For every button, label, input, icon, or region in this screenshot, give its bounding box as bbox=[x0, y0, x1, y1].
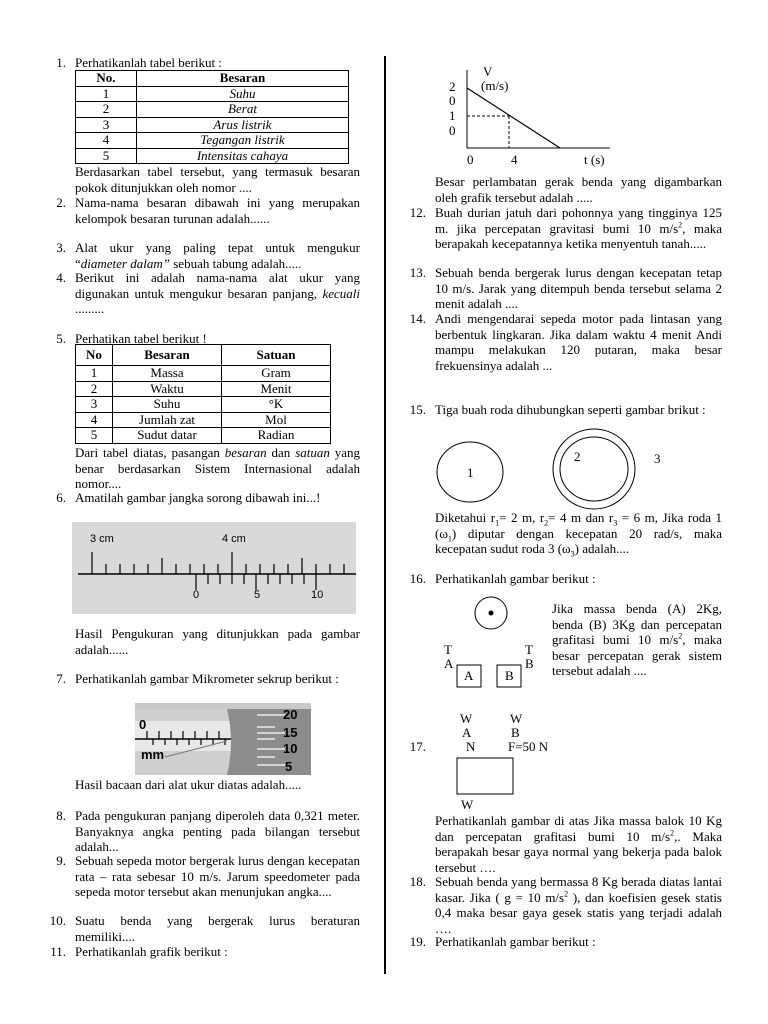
main-scale-label-4: 4 cm bbox=[222, 533, 246, 545]
q16-question bbox=[552, 601, 722, 679]
q14-number: 14. bbox=[409, 311, 426, 326]
q17-number: 17. bbox=[409, 739, 426, 754]
q5-cell: Jumlah zat bbox=[113, 412, 222, 428]
q11-question: Besar perlambatan gerak benda yang digambarkan oleh grafik tersebut adalah ..... bbox=[435, 174, 722, 205]
wheel-label-2: 2 bbox=[574, 449, 581, 464]
thimble-label-10: 10 bbox=[283, 741, 298, 756]
pulley-diagram bbox=[440, 595, 550, 690]
graph-y20-a: 2 bbox=[449, 79, 456, 94]
q3-text bbox=[75, 240, 360, 271]
q15-number: 15. bbox=[409, 402, 426, 417]
tension-a-t: T bbox=[444, 642, 452, 657]
block-a-label: A bbox=[464, 668, 474, 683]
q9-number: 9. bbox=[56, 853, 66, 868]
q5-number: 5. bbox=[56, 331, 66, 346]
velocity-time-graph bbox=[440, 60, 620, 160]
q15-q-b: = 2 m, r bbox=[499, 510, 545, 525]
q2-number: 2. bbox=[56, 195, 66, 210]
q16-desc-a: Jika massa benda (A) 2Kg, benda (B) 3Kg dan percepatan grafitasi bumi 10 m/s bbox=[552, 601, 722, 647]
q17-text-a: Perhatikanlah gambar di atas Jika massa balok 10 Kg dan percepatan grafitasi bumi 10 m/s bbox=[435, 813, 722, 844]
graph-y10-b: 0 bbox=[449, 123, 456, 138]
q12-text bbox=[435, 205, 722, 252]
q18-text bbox=[435, 874, 722, 936]
q1-cell: Tegangan listrik bbox=[137, 133, 349, 149]
vernier-label-0: 0 bbox=[193, 589, 200, 601]
q3-text-em: diameter dalam” bbox=[80, 255, 170, 271]
q3-text-b: sebuah tabung adalah..... bbox=[169, 255, 302, 271]
wheel-2 bbox=[560, 437, 628, 501]
q15-q-f: ) adalah.... bbox=[574, 541, 630, 556]
q11-text: Perhatikanlah grafik berikut : bbox=[75, 944, 228, 959]
q5-cell: Waktu bbox=[113, 381, 222, 397]
q1-question: Berdasarkan tabel tersebut, yang termasuk besaran pokok ditunjukkan oleh nomor .... bbox=[75, 164, 360, 195]
q7-number: 7. bbox=[56, 671, 66, 686]
q1-cell: Intensitas cahaya bbox=[137, 148, 349, 164]
q4-text-tail: ......... bbox=[75, 301, 105, 316]
q2-text: Nama-nama besaran dibawah ini yang merupakan kelompok besaran turunan adalah...... bbox=[75, 195, 360, 226]
q16-number: 16. bbox=[409, 571, 426, 586]
q1-cell: 4 bbox=[76, 133, 137, 149]
q19-number: 19. bbox=[409, 934, 426, 949]
thimble-label-15: 15 bbox=[283, 725, 298, 740]
main-scale-label-3: 3 cm bbox=[90, 533, 114, 545]
q1-header-besaran: Besaran bbox=[137, 71, 349, 87]
q17-text-b: ,. Maka berapakah besar gaya normal yang bekerja pada balok tersebut …. bbox=[435, 828, 722, 875]
q15-sub: 1 bbox=[447, 534, 452, 544]
q6-number: 6. bbox=[56, 490, 66, 505]
q5-cell: 2 bbox=[76, 381, 113, 397]
q15-sub: 2 bbox=[544, 518, 549, 528]
weight-a-w: W bbox=[460, 711, 473, 726]
q11-number: 11. bbox=[50, 944, 66, 959]
q5-cell: 3 bbox=[76, 397, 113, 413]
q5-cell: 5 bbox=[76, 428, 113, 444]
q17-question bbox=[435, 813, 722, 875]
graph-y10-a: 1 bbox=[449, 108, 456, 123]
q5-question-em2: satuan bbox=[295, 445, 330, 460]
weight-a-sub: A bbox=[462, 725, 472, 740]
column-divider bbox=[384, 56, 386, 974]
graph-ylabel-v: V bbox=[483, 64, 493, 79]
weight-b-w: W bbox=[510, 711, 523, 726]
tension-b-t: T bbox=[525, 642, 533, 657]
q12-text-b: , maka berapakah kecepatannya ketika menyentuh tanah..... bbox=[435, 220, 722, 251]
q5-header: Besaran bbox=[113, 345, 222, 366]
q1-table bbox=[75, 70, 349, 164]
q12-sup: 2 bbox=[678, 220, 683, 230]
q6-question: Hasil Pengukuran yang ditunjukkan pada gambar adalah...... bbox=[75, 626, 360, 657]
q15-text: Tiga buah roda dihubungkan seperti gambar brikut : bbox=[435, 402, 706, 417]
q16-sup: 2 bbox=[678, 631, 683, 641]
q5-cell: Mol bbox=[222, 412, 331, 428]
q1-intro: Perhatikanlah tabel berikut : bbox=[75, 55, 222, 70]
sleeve-label-0: 0 bbox=[139, 717, 147, 732]
q4-number: 4. bbox=[56, 270, 66, 285]
vernier-label-5: 5 bbox=[254, 589, 261, 601]
q16-text: Perhatikanlah gambar berikut : bbox=[435, 571, 596, 586]
graph-x0: 0 bbox=[467, 152, 474, 167]
q1-cell: Suhu bbox=[137, 86, 349, 102]
q12-number: 12. bbox=[409, 205, 426, 220]
q1-cell: 1 bbox=[76, 86, 137, 102]
applied-force-label: F=50 N bbox=[508, 739, 549, 754]
q18-number: 18. bbox=[409, 874, 426, 889]
q5-intro: Perhatikan tabel berikut ! bbox=[75, 331, 207, 346]
q1-cell: Arus listrik bbox=[137, 117, 349, 133]
weight-b-sub: B bbox=[511, 725, 520, 740]
q1-header-no: No. bbox=[76, 71, 137, 87]
q1-cell: 3 bbox=[76, 117, 137, 133]
q13-text: Sebuah benda bergerak lurus dengan kecepatan tetap 10 m/s. Jarak yang ditempuh benda tersebut selama 2 menit adalah .... bbox=[435, 265, 722, 311]
q5-cell: Radian bbox=[222, 428, 331, 444]
q17-sup: 2 bbox=[670, 828, 675, 838]
normal-force-label: N bbox=[466, 739, 476, 754]
q5-cell: Sudut datar bbox=[113, 428, 222, 444]
q5-cell: Suhu bbox=[113, 397, 222, 413]
q5-question bbox=[75, 445, 360, 492]
q5-header: Satuan bbox=[222, 345, 331, 366]
sleeve-label-mm: mm bbox=[141, 747, 165, 762]
q3-text-a: Alat ukur yang paling tepat untuk mengukur “ bbox=[75, 240, 360, 271]
graph-xlabel: t (s) bbox=[584, 152, 605, 167]
q5-cell: Gram bbox=[222, 366, 331, 382]
q13-number: 13. bbox=[409, 265, 426, 280]
q12-text-a: Buah durian jatuh dari pohonnya yang tingginya 125 m. jika percepatan gravitasi bumi 10 m/s bbox=[435, 205, 722, 236]
thimble-label-20: 20 bbox=[283, 707, 298, 722]
q15-q-c: = 4 m dan r bbox=[548, 510, 614, 525]
q9-text: Sebuah sepeda motor bergerak lurus dengan kecepatan rata – rata sebesar 10 m/s. Jarum speedometer pada sepeda motor tersebut akan menunjukan angka.... bbox=[75, 853, 360, 899]
wheel-label-3: 3 bbox=[654, 451, 661, 466]
q5-cell: °K bbox=[222, 397, 331, 413]
vernier-label-10: 10 bbox=[311, 589, 324, 601]
q15-q-d: = 6 m, Jika roda 1 (ω bbox=[435, 510, 723, 541]
q18-text-b: ), dan koefisien gesek statis 0,4 maka besar gaya gesek statis yang terjadi adalah …. bbox=[435, 889, 722, 936]
q4-text bbox=[75, 270, 360, 317]
graph-x4: 4 bbox=[511, 152, 518, 167]
q5-header: No bbox=[76, 345, 113, 366]
q5-question-b: dan bbox=[266, 445, 296, 460]
block bbox=[457, 758, 513, 794]
q15-sub: 1 bbox=[495, 518, 500, 528]
q10-text: Suatu benda yang bergerak lurus beraturan memiliki.... bbox=[75, 913, 360, 944]
q3-number: 3. bbox=[56, 240, 66, 255]
micrometer-image bbox=[135, 703, 311, 775]
wheel-3 bbox=[553, 429, 635, 509]
q10-number: 10. bbox=[49, 913, 66, 928]
q5-cell: Menit bbox=[222, 381, 331, 397]
vernier-caliper-image bbox=[72, 522, 356, 614]
q15-q-a: Diketahui r bbox=[435, 510, 496, 525]
q5-question-a: Dari tabel diatas, pasangan bbox=[75, 445, 225, 460]
q15-sub: 3 bbox=[613, 518, 618, 528]
q5-table bbox=[75, 344, 331, 444]
tension-b-sub: B bbox=[525, 656, 534, 671]
q8-number: 8. bbox=[56, 808, 66, 823]
block-diagram bbox=[455, 756, 517, 798]
q15-sub: 3 bbox=[570, 549, 575, 559]
tension-a-sub: A bbox=[444, 656, 454, 671]
q18-text-a: Sebuah benda yang bermassa 8 Kg berada diatas lantai kasar. Jika ( g = 10 m/s bbox=[435, 874, 722, 905]
wheel-label-1: 1 bbox=[467, 465, 474, 480]
q5-cell: Massa bbox=[113, 366, 222, 382]
q4-text-a: Berikut ini adalah nama-nama alat ukur yang digunakan untuk mengukur besaran panjang, bbox=[75, 270, 360, 301]
weight-label: W bbox=[461, 797, 474, 812]
q1-number: 1. bbox=[56, 55, 66, 70]
q7-text: Perhatikanlah gambar Mikrometer sekrup berikut : bbox=[75, 671, 339, 686]
q16-desc-b: , maka besar percepatan gerak sistem tersebut adalah .... bbox=[552, 632, 722, 678]
q5-cell: 1 bbox=[76, 366, 113, 382]
thimble-label-5: 5 bbox=[285, 759, 293, 774]
q5-question-c: yang benar berdasarkan Sistem Internasional adalah nomor.... bbox=[75, 445, 360, 491]
q8-text: Pada pengukuran panjang diperoleh data 0,321 meter. Banyaknya angka penting pada bilangan tersebut adalah... bbox=[75, 808, 360, 854]
q14-text: Andi mengendarai sepeda motor pada lintasan yang berbentuk lingkaran. Jika dalam waktu 4 menit Andi mampu melakukan 120 putaran, maka besar frekuensinya adalah ... bbox=[435, 311, 722, 373]
q6-text: Amatilah gambar jangka sorong dibawah ini...! bbox=[75, 490, 321, 505]
graph-y20-b: 0 bbox=[449, 93, 456, 108]
q7-question: Hasil bacaan dari alat ukur diatas adalah..... bbox=[75, 777, 302, 792]
q15-q-e: ) diputar dengan kecepatan 20 rad/s, maka kecepatan sudut roda 3 (ω bbox=[435, 525, 722, 556]
q5-cell: 4 bbox=[76, 412, 113, 428]
q15-question bbox=[435, 510, 722, 557]
graph-ylabel-unit: (m/s) bbox=[481, 78, 509, 93]
block-b-label: B bbox=[505, 668, 514, 683]
q4-text-em: kecuali bbox=[322, 285, 360, 301]
q1-cell: Berat bbox=[137, 102, 349, 118]
q1-cell: 5 bbox=[76, 148, 137, 164]
q19-text: Perhatikanlah gambar berikut : bbox=[435, 934, 596, 949]
q5-question-em1: besaran bbox=[224, 445, 267, 460]
q18-sup: 2 bbox=[564, 889, 569, 899]
q1-cell: 2 bbox=[76, 102, 137, 118]
